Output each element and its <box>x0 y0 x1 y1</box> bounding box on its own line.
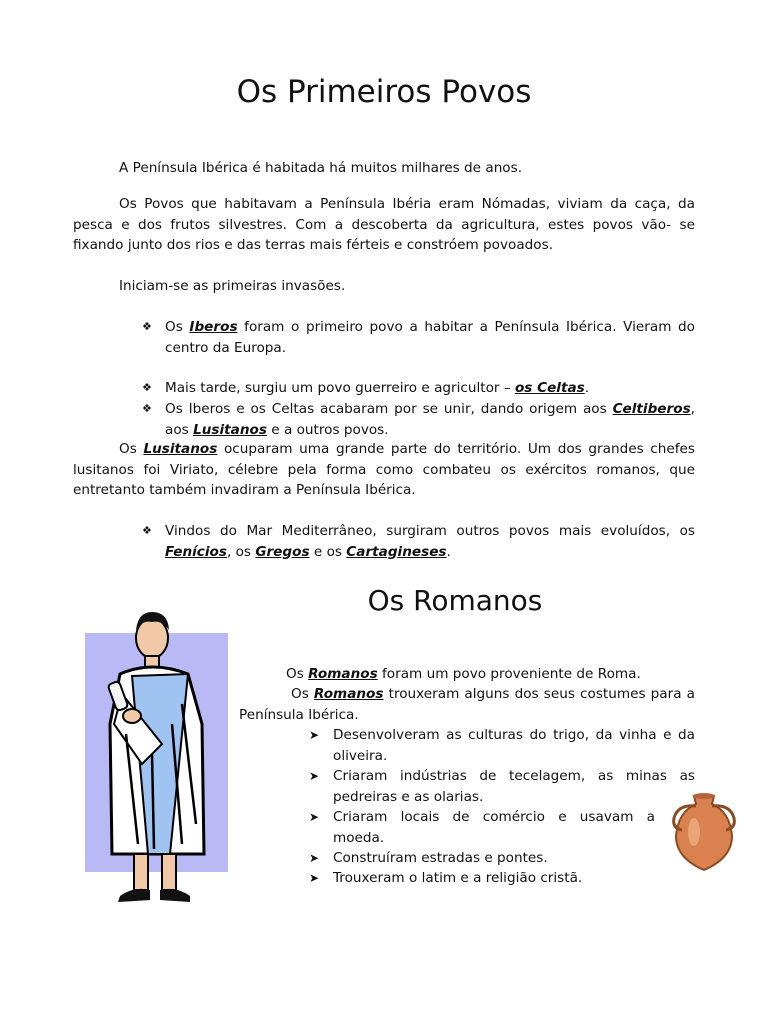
bullet-text: . <box>584 380 590 396</box>
paragraph-invasions: Iniciam-se as primeiras invasões. <box>119 278 346 294</box>
diamond-cross-icon: ❖ <box>142 381 152 394</box>
highlight-fenicios: Fenícios <box>165 543 227 560</box>
bullet-text: foram o primeiro povo a habitar a Península Ibérica. Vieram do centro da Europa. <box>165 319 695 356</box>
paragraph-text: Os <box>286 666 309 682</box>
highlight-lusitanos: Lusitanos <box>193 421 267 438</box>
arrowhead-icon: ➤ <box>309 871 320 885</box>
bullet-text: Os Iberos e os Celtas acabaram por se unir, dando origem aos <box>165 401 613 417</box>
paragraph-nomads: Os Povos que habitavam a Península Ibéria eram Nómadas, viviam da caça, da pesca e dos frutos silvestres. Com a descoberta da agricultura, estes povos vão- se fixando junto dos rios e das terras mais férteis e constróem povoados. <box>73 196 695 253</box>
highlight-cartagineses: Cartagineses <box>346 543 447 560</box>
list-item-text: Trouxeram o latim e a religião cristã. <box>333 870 583 886</box>
paragraph-text: Os <box>291 686 314 702</box>
list-item-text: Construíram estradas e pontes. <box>333 850 548 866</box>
highlight-romanos: Romanos <box>308 666 378 682</box>
list-item <box>309 868 695 889</box>
list-item <box>309 725 695 766</box>
paragraph-text: foram um povo proveniente de Roma. <box>377 666 641 682</box>
diamond-cross-icon: ❖ <box>142 402 152 415</box>
highlight-gregos: Gregos <box>255 543 310 560</box>
paragraph-text: ocuparam uma grande parte do território. Um dos grandes chefes lusitanos foi Viriato, célebre pela forma como combateu os exércitos romanos, que entretanto também invadiram a Península Ibérica. <box>73 441 695 498</box>
amphora-icon <box>668 792 740 872</box>
highlight-celtas: os Celtas <box>514 380 585 396</box>
section-title-romanos: Os Romanos <box>367 584 543 617</box>
list-item-text: Criaram locais de comércio e usavam a moeda. <box>333 809 655 846</box>
list-item-text: Desenvolveram as culturas do trigo, da vinha e da oliveira. <box>333 727 695 764</box>
bullet-iberos <box>142 317 695 358</box>
paragraph-text: trouxeram alguns dos seus costumes para a Península Ibérica. <box>239 686 695 723</box>
highlight-lusitanos: Lusitanos <box>143 441 218 457</box>
diamond-cross-icon: ❖ <box>142 524 152 537</box>
list-item <box>309 766 695 807</box>
list-item-text: Criaram indústrias de tecelagem, as minas as pedreiras e as olarias. <box>333 768 695 805</box>
paragraph-text: Os <box>119 441 144 457</box>
bullet-text: , os <box>226 543 256 560</box>
paragraph-romanos-origem <box>286 664 695 685</box>
bullet-text: e a outros povos. <box>266 421 389 438</box>
page-title: Os Primeiros Povos <box>236 74 532 110</box>
highlight-celtiberos: Celtiberos <box>612 401 691 417</box>
arrowhead-icon: ➤ <box>309 728 320 742</box>
bullet-text: . <box>446 543 451 560</box>
highlight-iberos: Iberos <box>189 319 238 335</box>
bullet-mediterraneo <box>142 521 695 562</box>
arrowhead-icon: ➤ <box>309 769 320 783</box>
arrowhead-icon: ➤ <box>309 851 320 865</box>
bullet-text: Vindos do Mar Mediterrâneo, surgiram outros povos mais evoluídos, os <box>165 523 695 539</box>
paragraph-romanos-costumes <box>239 684 695 725</box>
bullet-celtiberos <box>142 399 695 440</box>
paragraph-lusitanos <box>73 439 695 501</box>
diamond-cross-icon: ❖ <box>142 320 152 333</box>
list-item <box>309 807 655 848</box>
bullet-celtas <box>142 378 695 399</box>
roman-citizen-illustration <box>92 604 222 912</box>
arrowhead-icon: ➤ <box>309 810 320 824</box>
paragraph-intro: A Península Ibérica é habitada há muitos milhares de anos. <box>119 160 523 176</box>
bullet-text: , aos <box>165 401 695 438</box>
highlight-romanos: Romanos <box>313 686 384 702</box>
bullet-text: Mais tarde, surgiu um povo guerreiro e agricultor – <box>165 380 515 396</box>
bullet-text: e os <box>309 543 347 560</box>
list-item <box>309 848 695 869</box>
bullet-text: Os <box>165 319 190 335</box>
